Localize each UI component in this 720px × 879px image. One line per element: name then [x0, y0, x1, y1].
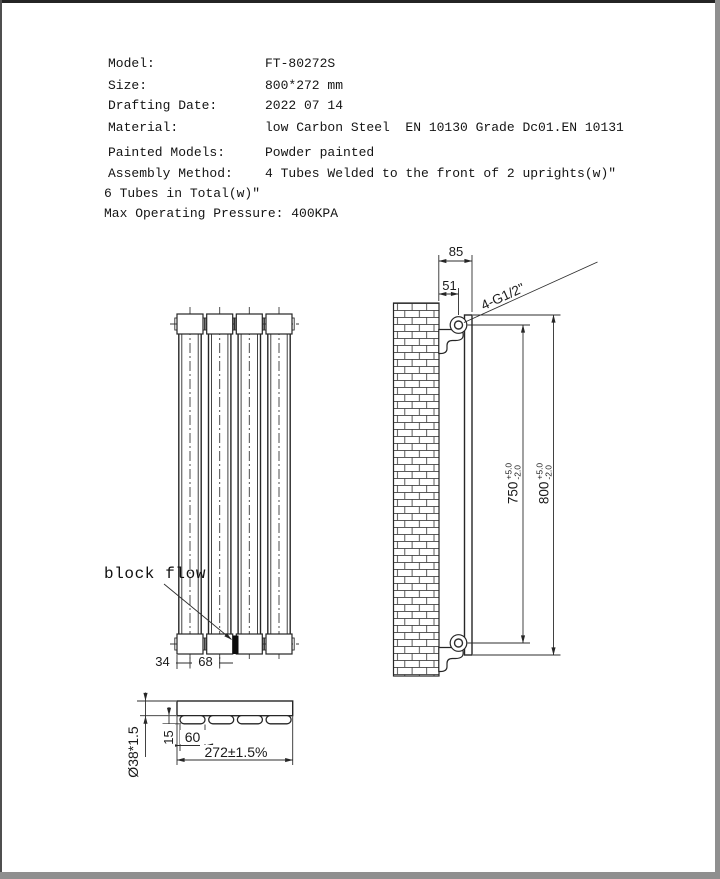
wall-section	[394, 303, 440, 676]
dim-label-51: 51	[442, 278, 457, 293]
spec-value: low Carbon Steel EN 10130 Grade Dc01.EN 10131	[265, 120, 624, 135]
tolerance-minus: -2.0	[542, 464, 553, 480]
flat-tube-sections	[180, 716, 291, 724]
radiator-side-profile	[465, 315, 473, 655]
header-tube-section	[177, 701, 293, 716]
dim-label-85: 85	[448, 244, 464, 259]
tolerance-minus: -2.0	[512, 464, 522, 480]
block-flow-annotation: block flow	[104, 565, 207, 583]
dim-label-750	[504, 448, 523, 520]
spec-value: 2022 07 14	[265, 98, 344, 113]
spec-label: Material:	[108, 120, 179, 135]
dim-value: 15	[160, 730, 175, 745]
dim-label-15	[162, 724, 175, 751]
dim-label-fitting: 4-G1/2"	[478, 280, 527, 313]
fitting-leader-line	[464, 262, 598, 323]
tolerance-plus: +5.0	[503, 462, 514, 480]
front-view-top-caps	[175, 314, 294, 334]
spec-note-max-pressure: Max Operating Pressure: 400KPA	[104, 206, 339, 221]
spec-label: Model:	[108, 56, 155, 71]
dim-tolerance	[505, 463, 522, 480]
side-view	[394, 255, 598, 676]
top-pipe-fitting	[450, 317, 467, 334]
tolerance-plus: +5.0	[534, 462, 544, 480]
dim-label-800	[534, 448, 553, 520]
spec-value: FT-80272S	[265, 56, 336, 71]
spec-value: 800*272 mm	[265, 78, 344, 93]
dim-value: 800	[535, 481, 551, 505]
spec-value: 4 Tubes Welded to the front of 2 uprights(w)″	[265, 166, 617, 181]
dim-label-60: 60	[180, 730, 206, 744]
block-flow-marker	[233, 636, 239, 655]
dim-value: Ø38*1.5	[125, 726, 141, 778]
bottom-pipe-fitting	[450, 635, 467, 652]
spec-note-tubes-total: 6 Tubes in Total(w)″	[104, 186, 261, 201]
spec-value: Powder painted	[265, 145, 375, 160]
spec-label: Size:	[108, 78, 148, 93]
dim-tolerance	[535, 463, 552, 480]
spec-label: Painted Models:	[108, 145, 226, 160]
dim-label-272: 272±1.5%	[200, 745, 272, 759]
spec-label: Drafting Date:	[108, 98, 218, 113]
front-view-tubes	[179, 334, 290, 634]
spec-label: Assembly Method:	[108, 166, 233, 181]
front-view	[149, 307, 299, 669]
dim-label-34: 34	[149, 655, 176, 669]
dim-value: 750	[505, 481, 520, 505]
dim-label-68: 68	[192, 655, 219, 669]
dim-label-header-tube	[125, 710, 141, 794]
